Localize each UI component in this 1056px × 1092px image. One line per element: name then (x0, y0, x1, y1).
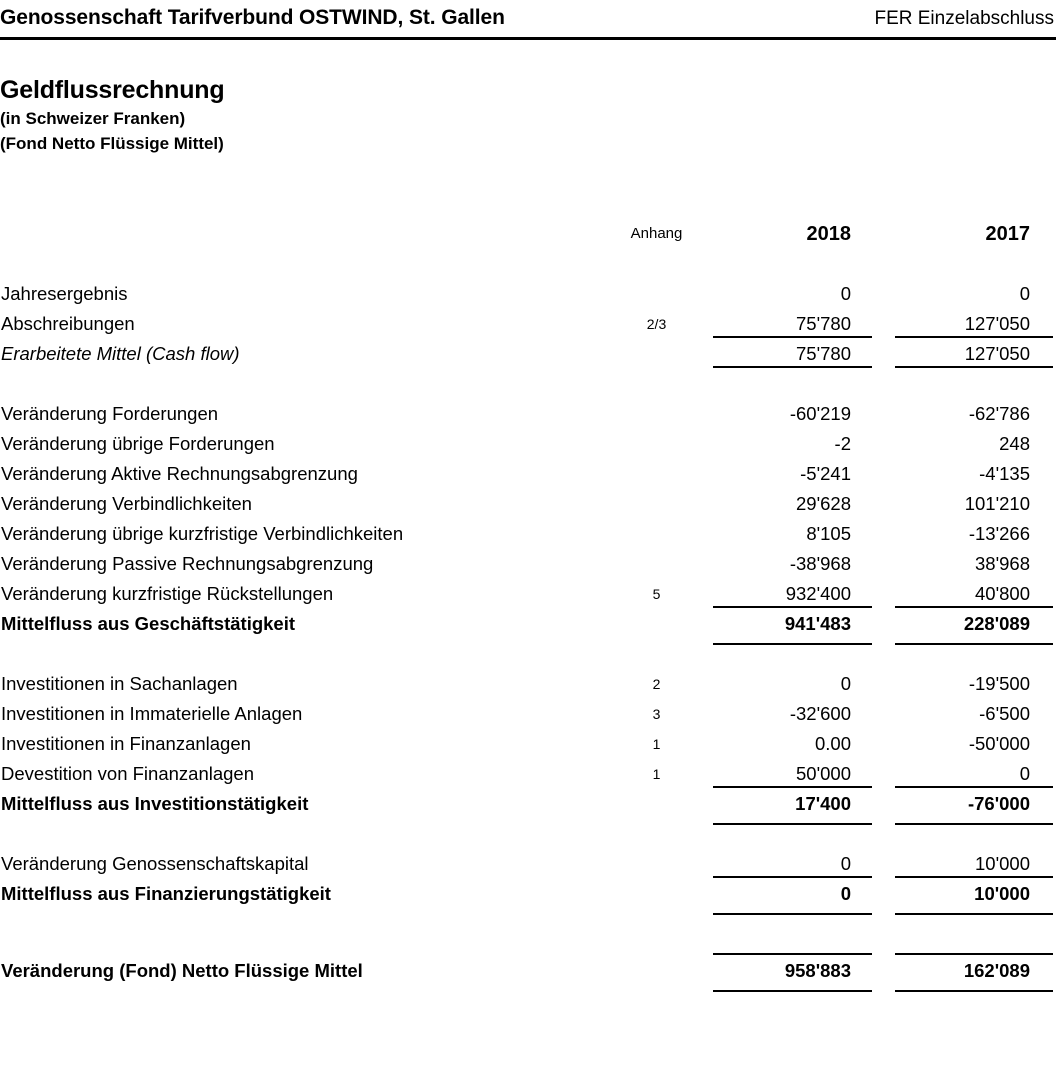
table-row-total-financing (0, 877, 1056, 907)
row-label: Mittelfluss aus Finanzierungstätigkeit (1, 883, 331, 904)
document-header (0, 6, 1056, 30)
row-value-2018: 0 (840, 853, 851, 874)
table-row-subtotal-cashflow (0, 337, 1056, 367)
grand-total-rule-bottom-2018 (713, 990, 872, 992)
row-label: Investitionen in Sachanlagen (1, 673, 238, 694)
row-value-2018: 50'000 (796, 763, 851, 784)
table-row (0, 547, 1056, 577)
statement-currency-note: (in Schweizer Franken) (0, 109, 186, 128)
row-label: Erarbeitete Mittel (Cash flow) (1, 343, 240, 364)
row-label: Veränderung Passive Rechnungsabgrenzung (1, 553, 374, 574)
table-row (0, 487, 1056, 517)
row-value-2017: -76'000 (967, 793, 1030, 814)
row-value-2017: 0 (1019, 763, 1030, 784)
row-label: Investitionen in Finanzanlagen (1, 733, 251, 754)
row-label: Veränderung Aktive Rechnungsabgrenzung (1, 463, 358, 484)
spacer-after-investing (0, 817, 1056, 847)
row-value-2017: -50'000 (968, 733, 1030, 754)
table-row (0, 277, 1056, 307)
row-value-2018: 0 (840, 883, 851, 904)
row-value-2018: 0 (840, 673, 851, 694)
column-header-year-prior: 2017 (985, 223, 1030, 245)
row-value-2018: 958'883 (784, 960, 851, 981)
row-label: Veränderung Genossenschaftskapital (1, 853, 309, 874)
header-divider (0, 37, 1056, 40)
row-value-2017: -6'500 (979, 703, 1030, 724)
cash-flow-table (0, 205, 1056, 984)
document-kind-label: FER Einzelabschluss (874, 8, 1054, 29)
row-value-2017: 162'089 (963, 960, 1030, 981)
row-value-2017: 228'089 (963, 613, 1030, 634)
row-note: 1 (652, 736, 661, 752)
row-value-2017: 101'210 (964, 493, 1030, 514)
row-value-2018: 75'780 (796, 343, 851, 364)
table-row (0, 577, 1056, 607)
table-row (0, 847, 1056, 877)
row-value-2018: -38'968 (789, 553, 851, 574)
row-label: Investitionen in Immaterielle Anlagen (1, 703, 303, 724)
row-value-2018: -60'219 (789, 403, 851, 424)
row-value-2018: 0 (840, 283, 851, 304)
row-value-2018: 932'400 (785, 583, 851, 604)
row-label: Jahresergebnis (1, 283, 128, 304)
row-label: Veränderung (Fond) Netto Flüssige Mittel (1, 960, 363, 981)
spacer-after-operating (0, 637, 1056, 667)
row-value-2017: 40'800 (975, 583, 1030, 604)
row-value-2018: 29'628 (796, 493, 851, 514)
row-value-2017: -62'786 (968, 403, 1030, 424)
row-note: 2/3 (646, 316, 667, 332)
table-row (0, 757, 1056, 787)
table-row (0, 727, 1056, 757)
row-value-2017: 248 (999, 433, 1030, 454)
spacer-after-financing (0, 907, 1056, 924)
row-value-2018: 0.00 (814, 733, 851, 754)
table-row (0, 307, 1056, 337)
row-note: 1 (652, 766, 661, 782)
table-row (0, 697, 1056, 727)
table-header-row (0, 205, 1056, 247)
row-value-2017: 0 (1019, 283, 1030, 304)
table-row-grand-total (0, 954, 1056, 984)
row-note: 3 (652, 706, 661, 722)
statement-title-block (0, 74, 700, 156)
grand-total-rule-row (0, 924, 1056, 954)
row-value-2017: -19'500 (968, 673, 1030, 694)
spacer-after-cashflow (0, 367, 1056, 397)
statement-title: Geldflussrechnung (0, 76, 225, 104)
row-label: Devestition von Finanzanlagen (1, 763, 254, 784)
organization-title: Genossenschaft Tarifverbund OSTWIND, St. Gallen (0, 6, 505, 29)
table-row (0, 667, 1056, 697)
table-row (0, 397, 1056, 427)
statement-fund-note: (Fond Netto Flüssige Mittel) (0, 134, 224, 153)
row-label: Veränderung übrige kurzfristige Verbindlichkeiten (1, 523, 404, 544)
column-header-year-current: 2018 (806, 223, 851, 245)
row-label: Veränderung übrige Forderungen (1, 433, 275, 454)
row-value-2018: -32'600 (789, 703, 851, 724)
grand-total-rule-bottom-2017 (895, 990, 1053, 992)
row-value-2018: 8'105 (806, 523, 851, 544)
row-label: Mittelfluss aus Investitionstätigkeit (1, 793, 309, 814)
row-value-2018: -2 (834, 433, 851, 454)
row-value-2018: 17'400 (795, 793, 851, 814)
row-value-2017: 38'968 (975, 553, 1030, 574)
row-value-2017: 127'050 (964, 343, 1030, 364)
spacer-after-header (0, 247, 1056, 277)
row-value-2017: 127'050 (964, 313, 1030, 334)
row-value-2017: -4'135 (979, 463, 1030, 484)
column-header-note: Anhang (630, 225, 683, 242)
table-row (0, 427, 1056, 457)
row-value-2017: 10'000 (974, 883, 1030, 904)
row-note: 2 (652, 676, 661, 692)
table-row (0, 517, 1056, 547)
row-label: Veränderung kurzfristige Rückstellungen (1, 583, 334, 604)
table-row-total-operating (0, 607, 1056, 637)
table-row (0, 457, 1056, 487)
row-label: Veränderung Forderungen (1, 403, 219, 424)
row-value-2018: 75'780 (796, 313, 851, 334)
row-label: Veränderung Verbindlichkeiten (1, 493, 252, 514)
row-value-2017: -13'266 (968, 523, 1030, 544)
row-label: Mittelfluss aus Geschäftstätigkeit (1, 613, 296, 634)
row-value-2018: -5'241 (800, 463, 851, 484)
row-label: Abschreibungen (1, 313, 135, 334)
row-note: 5 (652, 586, 661, 602)
row-value-2017: 10'000 (975, 853, 1030, 874)
row-value-2018: 941'483 (784, 613, 851, 634)
table-row-total-investing (0, 787, 1056, 817)
